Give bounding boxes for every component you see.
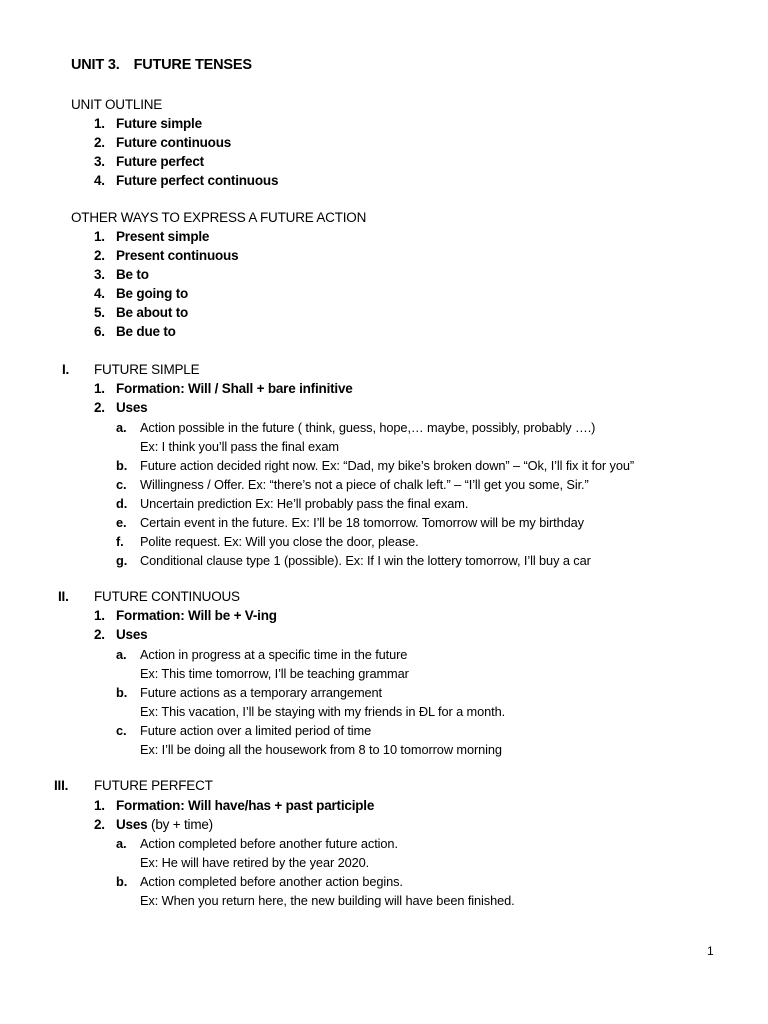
formation-line: 1. Formation: Will / Shall + bare infinitive <box>94 381 353 396</box>
section-numeral: II. <box>58 589 69 604</box>
use-item: g. Conditional clause type 1 (possible). Ex: If I win the lottery tomorrow, I’ll buy a car <box>116 553 591 568</box>
use-item: e. Certain event in the future. Ex: I’ll be 18 tomorrow. Tomorrow will be my birthday <box>116 515 584 530</box>
use-item: f. Polite request. Ex: Will you close the door, please. <box>116 534 419 549</box>
use-item: c. Future action over a limited period of time <box>116 723 372 738</box>
use-item: a. Action possible in the future ( think, guess, hope,… maybe, possibly, probably ….) <box>116 420 596 435</box>
use-item: a. Action in progress at a specific time in the future <box>116 647 408 662</box>
other-ways-item: 5. Be about to <box>94 305 189 320</box>
section-heading: FUTURE PERFECT <box>94 778 213 793</box>
use-example: Ex: I’ll be doing all the housework from 8 to 10 tomorrow morning <box>140 742 502 757</box>
use-example: Ex: He will have retired by the year 2020. <box>140 855 370 870</box>
use-item: c. Willingness / Offer. Ex: “there’s not a piece of chalk left.” – “I’ll get you some, Sir.” <box>116 477 589 492</box>
outline-item: 4. Future perfect continuous <box>94 173 279 188</box>
use-item: b. Future actions as a temporary arrangement <box>116 685 383 700</box>
outline-item: 3. Future perfect <box>94 154 204 169</box>
outline-heading: UNIT OUTLINE <box>71 97 163 112</box>
use-item: d. Uncertain prediction Ex: He’ll probably pass the final exam. <box>116 496 469 511</box>
other-ways-item: 4. Be going to <box>94 286 189 301</box>
use-example: Ex: When you return here, the new building will have been finished. <box>140 893 515 908</box>
formation-line: 1. Formation: Will have/has + past participle <box>94 798 375 813</box>
page-number: 1 <box>707 944 714 958</box>
use-example: Ex: This vacation, I’ll be staying with my friends in ĐL for a month. <box>140 704 506 719</box>
other-ways-heading: OTHER WAYS TO EXPRESS A FUTURE ACTION <box>71 210 367 225</box>
unit-title <box>71 57 252 73</box>
unit-label: UNIT 3. <box>71 57 120 73</box>
section-heading: FUTURE SIMPLE <box>94 362 200 377</box>
outline-item: 2. Future continuous <box>94 135 232 150</box>
use-item: b. Action completed before another action begins. <box>116 874 403 889</box>
use-example: Ex: I think you’ll pass the final exam <box>140 439 339 454</box>
other-ways-item: 6. Be due to <box>94 324 176 339</box>
section-numeral: I. <box>62 362 70 377</box>
use-item: a. Action completed before another future action. <box>116 836 398 851</box>
other-ways-item: 3. Be to <box>94 267 149 282</box>
use-example: Ex: This time tomorrow, I’ll be teaching grammar <box>140 666 409 681</box>
section-numeral: III. <box>54 778 69 793</box>
section-heading: FUTURE CONTINUOUS <box>94 589 240 604</box>
formation-line: 1. Formation: Will be + V-ing <box>94 608 277 623</box>
other-ways-item: 2. Present continuous <box>94 248 239 263</box>
outline-item: 1. Future simple <box>94 116 202 131</box>
uses-line: 2. Uses <box>94 627 148 642</box>
uses-line: 2. Uses <box>94 400 148 415</box>
use-item: b. Future action decided right now. Ex: “Dad, my bike’s broken down” – “Ok, I’ll fix it for you” <box>116 458 635 473</box>
unit-name: FUTURE TENSES <box>133 57 252 73</box>
uses-line: 2. Uses (by + time) <box>94 817 213 832</box>
other-ways-item: 1. Present simple <box>94 229 210 244</box>
